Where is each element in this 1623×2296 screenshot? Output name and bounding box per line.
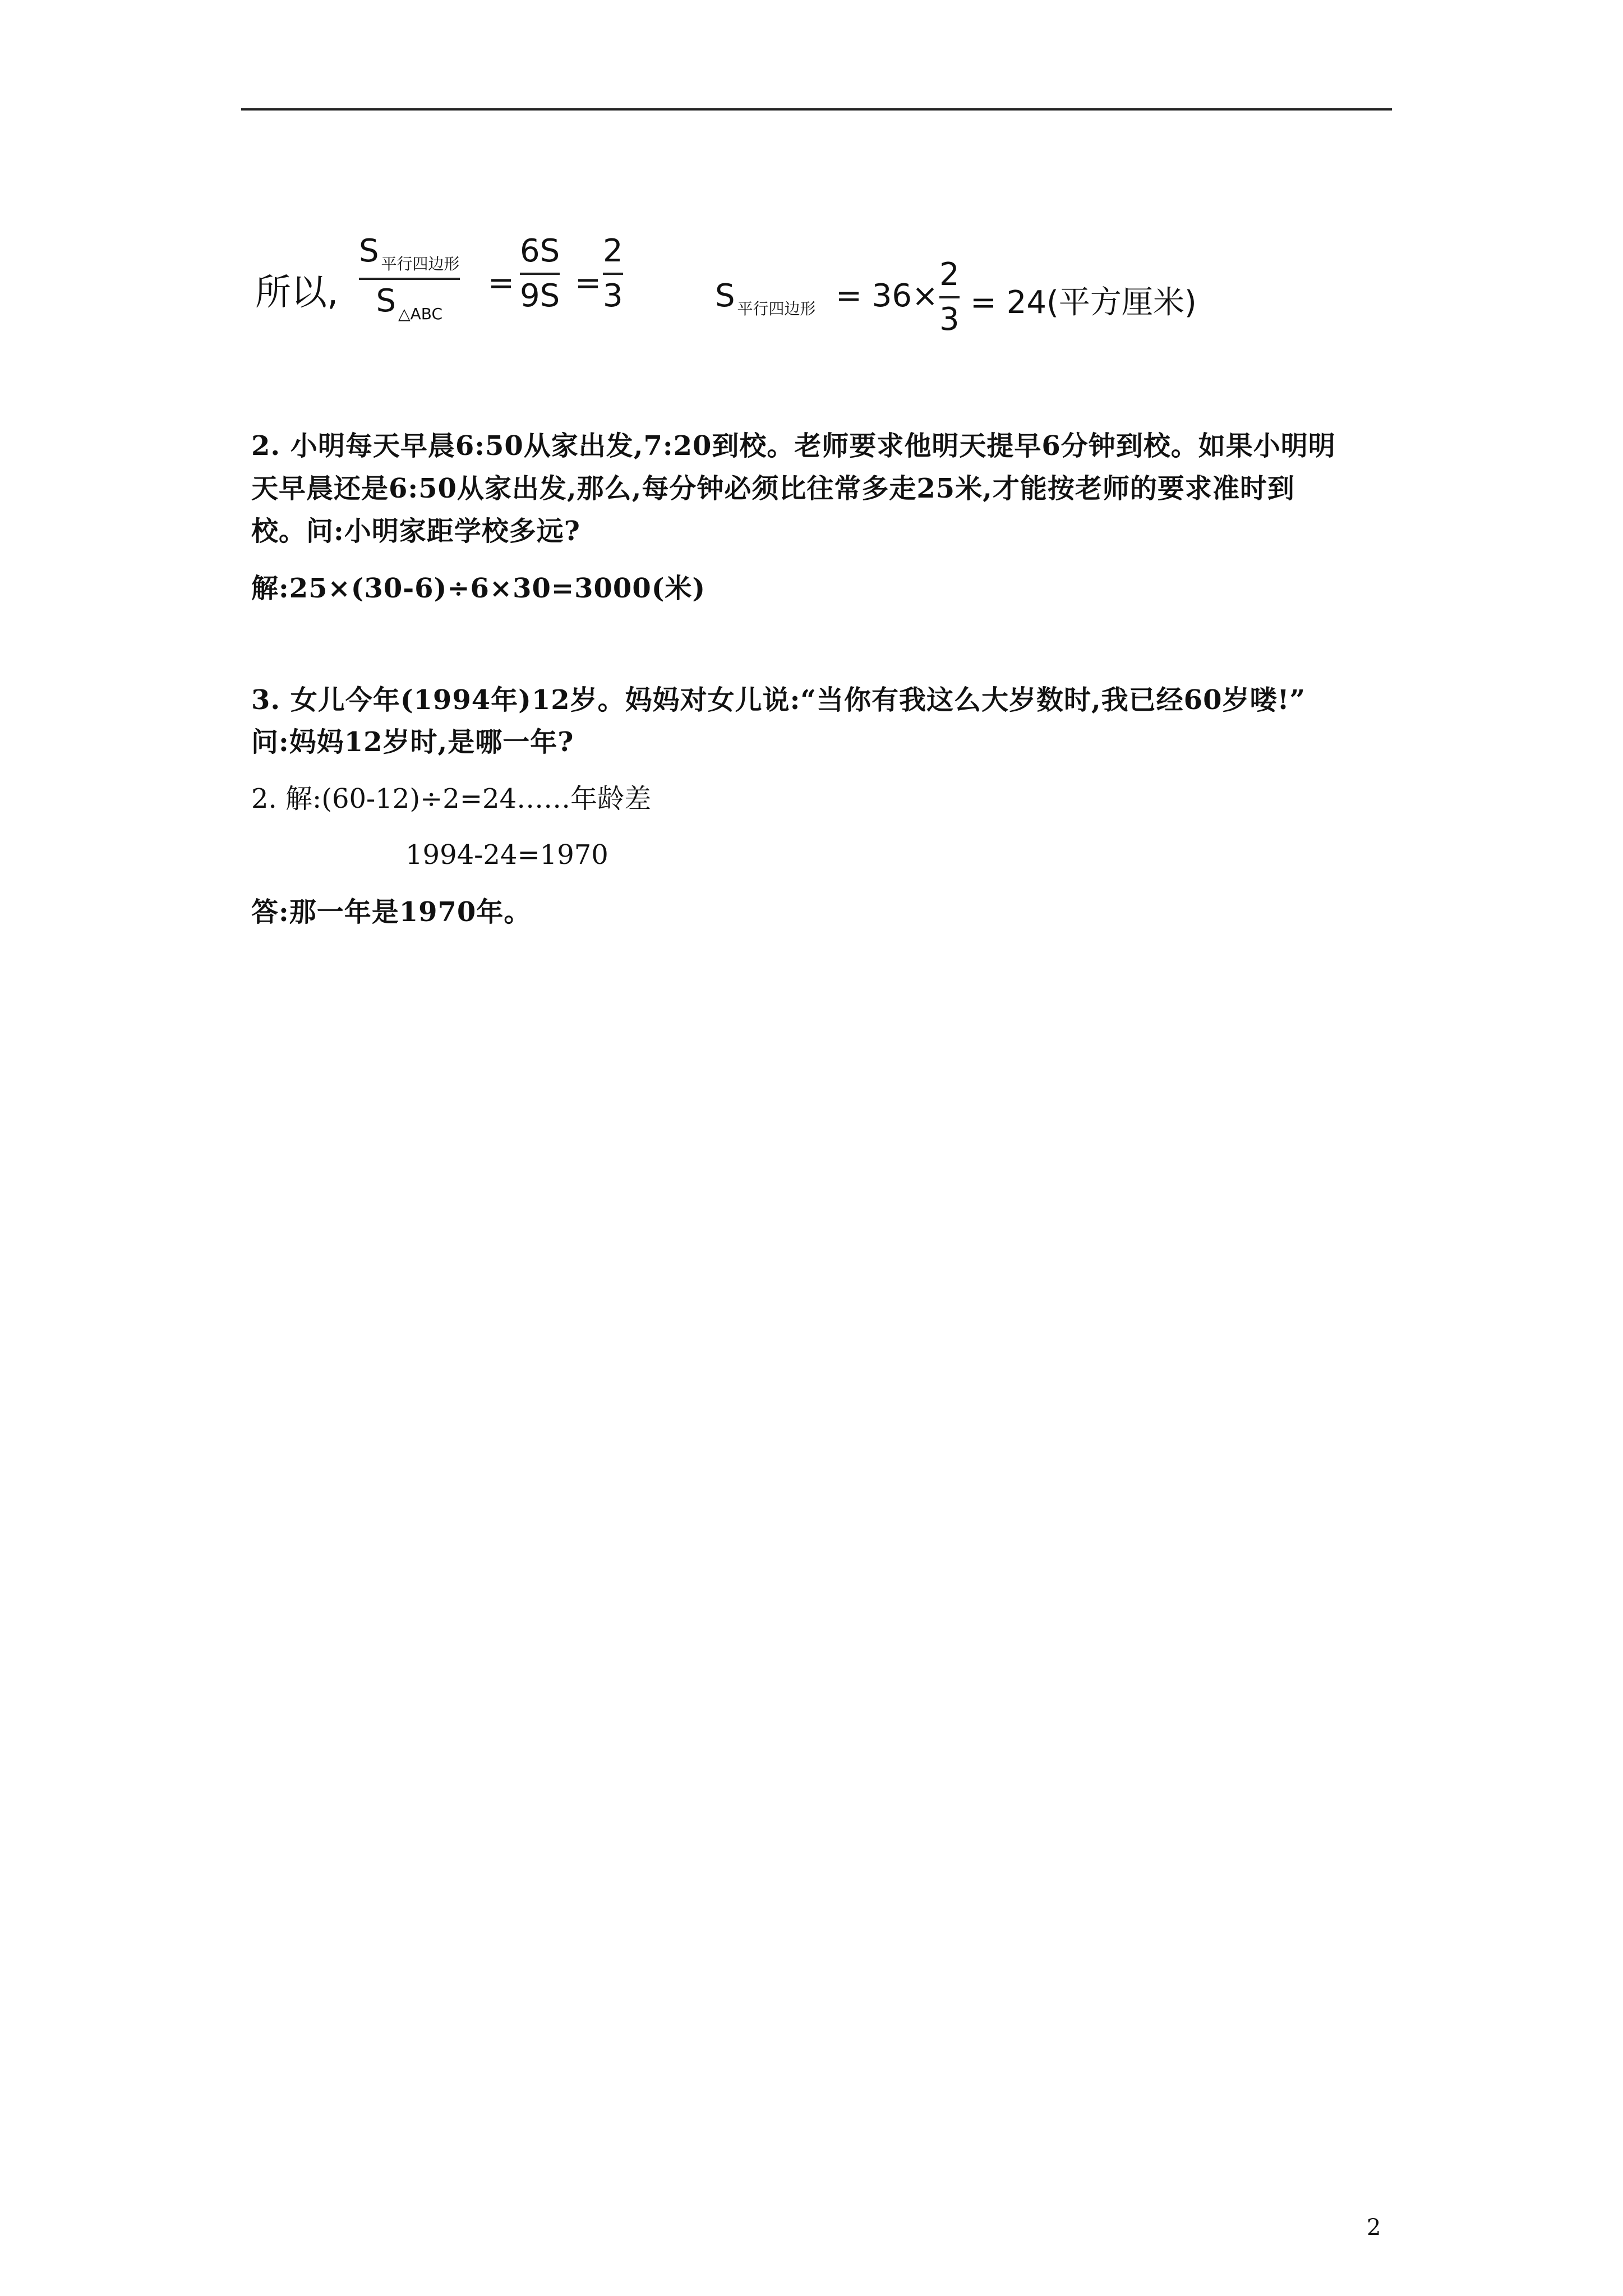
fraction-two-thirds: [603, 233, 623, 314]
fraction-denominator: 9S: [520, 278, 560, 314]
equals-sign: =: [488, 265, 514, 301]
problem-2-line-2: 天早晨还是6:50从家出发,那么,每分钟必须比往常多走25米,才能按老师的要求准时到: [251, 473, 1295, 504]
fraction-denominator: 3: [939, 301, 960, 338]
s-symbol: S: [359, 233, 379, 269]
fraction-6s-9s: [520, 233, 560, 314]
header-rule: [241, 108, 1392, 111]
problem-2-line-1: 2. 小明每天早晨6:50从家出发,7:20到校。老师要求他明天提早6分钟到校。如果小明明: [251, 430, 1336, 462]
fraction-bar: [939, 296, 960, 298]
page-number: 2: [1367, 2215, 1381, 2240]
fraction-denominator: 3: [603, 278, 623, 314]
parallelogram-subscript: 平行四边形: [737, 300, 816, 318]
fraction-numerator: 2: [939, 256, 960, 293]
s-symbol: S: [376, 283, 396, 319]
problem-3-solution-line-1: 2. 解:(60-12)÷2=24……年龄差: [251, 783, 652, 815]
problem-3-solution-line-2: 1994-24=1970: [405, 839, 608, 871]
times-36: = 36×: [836, 278, 938, 314]
problem-3-line-1: 3. 女儿今年(1994年)12岁。妈妈对女儿说:“当你有我这么大岁数时,我已经60岁喽!”: [251, 684, 1306, 716]
fraction-area-ratio: [359, 233, 460, 323]
fraction-bar: [359, 278, 460, 280]
fraction-two-thirds-result: [939, 256, 960, 338]
area-result: = 24(平方厘米): [970, 284, 1197, 321]
parallelogram-subscript: 平行四边形: [381, 255, 460, 273]
fraction-numerator: 6S: [520, 233, 560, 269]
formula-prefix: 所以,: [255, 272, 339, 314]
problem-3-answer: 答:那一年是1970年。: [251, 896, 532, 928]
equals-sign: =: [575, 265, 601, 301]
area-ratio-formula: [255, 233, 1377, 353]
fraction-bar: [603, 273, 623, 275]
triangle-subscript: △ABC: [398, 305, 443, 323]
parallelogram-area-lhs: [715, 278, 816, 319]
fraction-bar: [520, 273, 560, 275]
fraction-numerator: 2: [603, 233, 623, 269]
problem-3-line-2: 问:妈妈12岁时,是哪一年?: [251, 726, 574, 758]
problem-2-line-3: 校。问:小明家距学校多远?: [251, 516, 580, 547]
problem-2-solution: 解:25×(30-6)÷6×30=3000(米): [251, 573, 706, 604]
s-symbol: S: [715, 278, 735, 314]
